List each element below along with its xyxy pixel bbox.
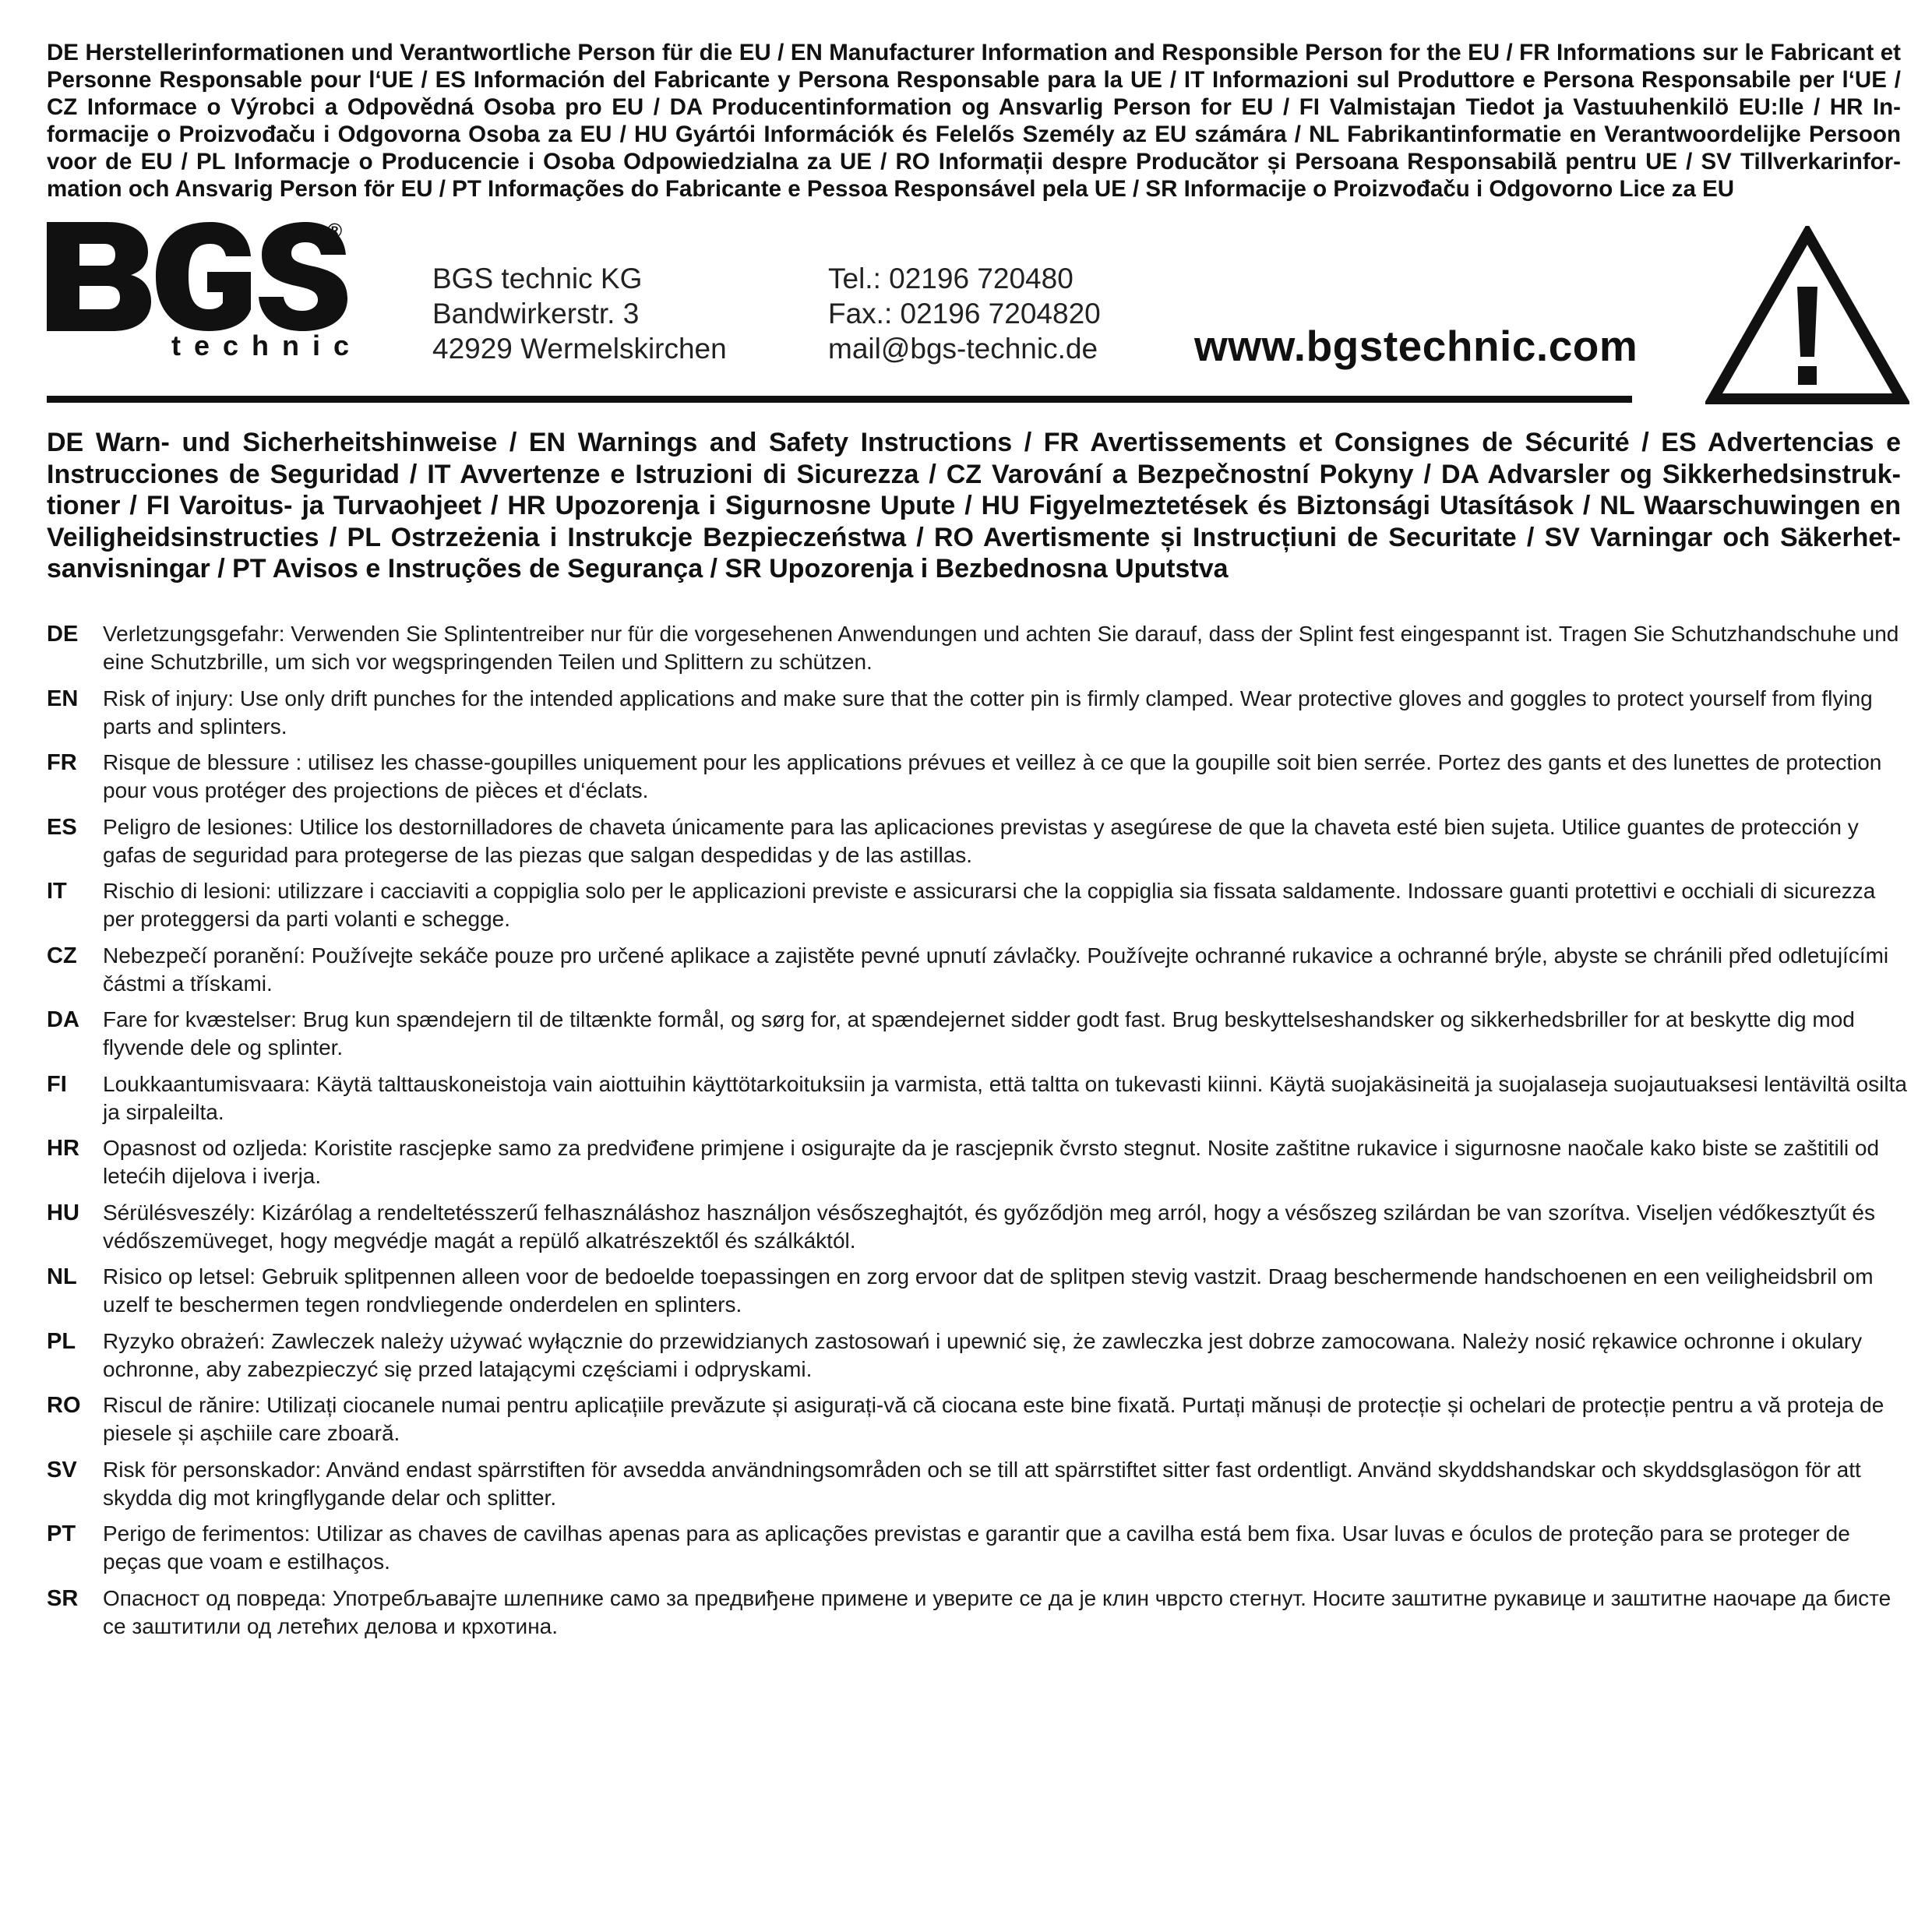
instruction-de xyxy=(47,620,1909,685)
instruction-ro xyxy=(47,1391,1909,1456)
bgs-logo-mark xyxy=(47,222,354,331)
instruction-hr xyxy=(47,1134,1909,1199)
language-code: ES xyxy=(47,814,77,840)
instruction-text: Peligro de lesiones: Utilice los destornilladores de chaveta únicamente para las aplicaciones previstas y asegúrese de que la chaveta esté bien sujeta. Utilice guantes de protección y gafas de seguridad para protegerse de las piezas que salgan despedidas y de las astillas. xyxy=(103,814,1859,867)
city-address: 42929 Wermelskirchen xyxy=(432,333,727,365)
instruction-en xyxy=(47,685,1909,749)
language-code: HU xyxy=(47,1200,79,1225)
website-url: www.bgstechnic.com xyxy=(1194,322,1638,370)
warning-triangle-icon xyxy=(1705,226,1909,407)
instruction-it xyxy=(47,877,1909,942)
fax: Fax.: 02196 7204820 xyxy=(828,298,1101,330)
instruction-list xyxy=(47,620,1909,1648)
contact-details xyxy=(828,261,1101,366)
language-code: CZ xyxy=(47,943,77,968)
instruction-pl xyxy=(47,1327,1909,1392)
instruction-text: Risque de blessure : utilisez les chasse-goupilles uniquement pour les applications prévues et veillez à ce que la goupille soit bien serrée. Portez des gants et des lunettes de protection pour vous protéger des projections de pièces et d‘éclats. xyxy=(103,750,1882,802)
language-code: RO xyxy=(47,1393,81,1418)
instruction-text: Risk för personskador: Använd endast spärrstiften för avsedda användningsområden och se till att spärrstiftet sitter fast ordentligt. Använd skyddshandskar och skyddsglasögon för att skydda dig mot kringflygande delar och splitter. xyxy=(103,1457,1861,1510)
instruction-text: Riscul de rănire: Utilizați ciocanele numai pentru aplicațiile prevăzute și asigurați-vă că ciocana este bine fixată. Purtați mănuși de protecție și ochelari de protecție pentru a vă proteja de piesele și așchiile care zboară. xyxy=(103,1393,1884,1445)
instruction-sv xyxy=(47,1456,1909,1521)
instruction-text: Nebezpečí poranění: Používejte sekáče pouze pro určené aplikace a zajistěte pevné upnutí závlačky. Používejte ochranné rukavice a ochranné brýle, abyste se chránili před odletujícími částmi a třískami. xyxy=(103,943,1889,996)
company-name: BGS technic KG xyxy=(432,263,643,294)
language-code: DE xyxy=(47,622,79,647)
instruction-text: Rischio di lesioni: utilizzare i cacciaviti a coppiglia solo per le applicazioni previste e assicurarsi che la coppiglia sia fissata saldamente. Indossare guanti protettivi e occhiali di sicurezza per proteggersi da parti volanti e schegge. xyxy=(103,879,1876,931)
instruction-sr xyxy=(47,1585,1909,1649)
email: mail@bgs-technic.de xyxy=(828,333,1098,365)
instruction-text: Verletzungsgefahr: Verwenden Sie Splintentreiber nur für die vorgesehenen Anwendungen und achten Sie darauf, dass der Splint fest eingespannt ist. Tragen Sie Schutzhandschuhe und eine Schutzbrille, um sich vor wegspringenden Teilen und Splittern zu schützen. xyxy=(103,622,1899,674)
bgs-logo xyxy=(47,219,363,366)
language-code: FI xyxy=(47,1071,67,1097)
language-code: HR xyxy=(47,1136,79,1161)
instruction-fr xyxy=(47,749,1909,813)
safety-instructions-heading: DE Warn- und Sicherheitshinweise / EN Warnings and Safety Instructions / FR Avertissements et Consignes de Sécurité / ES Advertencias e Instrucciones de Seguridad / IT Avvertenze e Istruzioni di Sicurezza / CZ Varování a Bezpečnostní Pokyny / DA Advarsler og Sikkerhedsinstruktioner / FI Varoitus- ja Turvaohjeet / HR Upozorenja i Sigurnosne Upute / HU Figyelmeztetések és Biztonsági Utasítások / NL Waarschuwingen en Veiligheidsinstructies / PL Ostrzeżenia i Instrukcje Bezpieczeństwa / RO Avertismente și Instrucțiuni de Securitate / SV Varningar och Säkerhetsanvisningar / PT Avisos e Instruções de Segurança / SR Upozorenja i Bezbednosna Uputstva xyxy=(47,428,1901,583)
instruction-cz xyxy=(47,942,1909,1007)
instruction-text: Loukkaantumisvaara: Käytä talttauskoneistoja vain aiottuihin käyttötarkoituksiin ja varmista, että taltta on tukevasti kiinni. Käytä suojakäsineitä ja suojalaseja suojautuaksesi lentäviltä osilta ja sirpaleilta. xyxy=(103,1071,1907,1124)
instruction-text: Sérülésveszély: Kizárólag a rendeltetésszerű felhasználáshoz használjon vésőszeghajtót, és győződjön meg arról, hogy a vésőszeg szilárdan be van szorítva. Viseljen védőkesztyűt és védőszemüveget, hogy megvédje magát a repülő alkatrészektől és szálkáktól. xyxy=(103,1200,1875,1253)
instruction-text: Опасност од повреда: Употребљавајте шлепнике само за предвиђене примене и уверите се да је клин чврсто стегнут. Носите заштитне рукавице и заштитне наочаре да бисте се заштитили од летећих делова и крхотина. xyxy=(103,1585,1891,1638)
street-address: Bandwirkerstr. 3 xyxy=(432,298,640,330)
instruction-text: Ryzyko obrażeń: Zawleczek należy używać wyłącznie do przewidzianych zastosowań i upewnić się, że zawleczka jest dobrze zamocowana. Należy nosić rękawice ochronne i okulary ochronne, aby zabezpieczyć się przed latającymi częściami i odpryskami. xyxy=(103,1328,1863,1381)
language-code: PL xyxy=(47,1328,76,1354)
instruction-text: Opasnost od ozljeda: Koristite rascjepke samo za predviđene primjene i osigurajte da je rascjepnik čvrsto stegnut. Nosite zaštitne rukavice i sigurnosne naočale kako biste se zaštitili od letećih dijelova i iverja. xyxy=(103,1136,1880,1188)
instruction-fi xyxy=(47,1070,1909,1135)
instruction-es xyxy=(47,813,1909,878)
language-code: DA xyxy=(47,1007,79,1032)
language-code: SR xyxy=(47,1585,79,1611)
instruction-da xyxy=(47,1006,1909,1070)
instruction-hu xyxy=(47,1199,1909,1264)
logo-subtext: technic xyxy=(171,330,363,361)
instruction-pt xyxy=(47,1520,1909,1585)
header-divider xyxy=(47,396,1632,403)
telephone: Tel.: 02196 720480 xyxy=(828,263,1074,294)
instruction-text: Risico op letsel: Gebruik splitpennen alleen voor de bedoelde toepassingen en zorg ervoor dat de splitpen stevig vastzit. Draag beschermende handschoenen en een veiligheidsbril om uzelf te beschermen tegen rondvliegende onderdelen en splinters. xyxy=(103,1264,1874,1317)
language-code: IT xyxy=(47,879,67,904)
language-code: SV xyxy=(47,1457,77,1482)
language-code: EN xyxy=(47,686,79,711)
language-code: FR xyxy=(47,750,77,775)
instruction-text: Risk of injury: Use only drift punches for the intended applications and make sure that the cotter pin is firmly clamped. Wear protective gloves and goggles to protect yourself from flying parts and splinters. xyxy=(103,686,1873,739)
language-code: NL xyxy=(47,1264,77,1289)
instruction-text: Fare for kvæstelser: Brug kun spændejern til de tiltænkte formål, og sørg for, at spændejernet sidder godt fast. Brug beskyttelseshandsker og sikkerhedsbriller for at beskytte dig mod flyvende dele og splinter. xyxy=(103,1007,1855,1059)
instruction-text: Perigo de ferimentos: Utilizar as chaves de cavilhas apenas para as aplicações previstas e garantir que a cavilha está bem fixa. Usar luvas e óculos de proteção para se proteger de peças que voam e estilhaços. xyxy=(103,1521,1850,1574)
language-code: PT xyxy=(47,1521,76,1546)
instruction-nl xyxy=(47,1263,1909,1327)
manufacturer-info-heading: DE Herstellerinformationen und Verantwortliche Person für die EU / EN Manufacturer Information and Responsible Person for the EU / FR Informations sur le Fabricant et Personne Responsable pour l‘UE / ES Información del Fabricante y Persona Responsable para la UE / IT Informazioni sul Produttore e Persona Responsabile per l‘UE / CZ Informace o Výrobci a Odpovědná Osoba pro EU / DA Producentinformation og Ansvarlig Person for EU / FI Valmistajan Tiedot ja Vastuuhenkilö EU:lle / HR Informacije o Proizvođaču i Odgovorna Osoba za EU / HU Gyártói Információk és Felelős Személy az EU számára / NL Fabrikantinformatie en Verantwoordelijke Persoon voor de EU / PL Informacje o Producencie i Osoba Odpowiedzialna za UE / RO Informații despre Producător și Persoana Responsabilă pentru UE / SV Tillverkarinformation och Ansvarig Person för EU / PT Informações do Fabricante e Pessoa Responsável pela UE / SR Informacije o Proizvođaču i Odgovorno Lice za EU xyxy=(47,40,1901,202)
company-address xyxy=(432,261,727,366)
registered-mark: ® xyxy=(327,219,343,242)
